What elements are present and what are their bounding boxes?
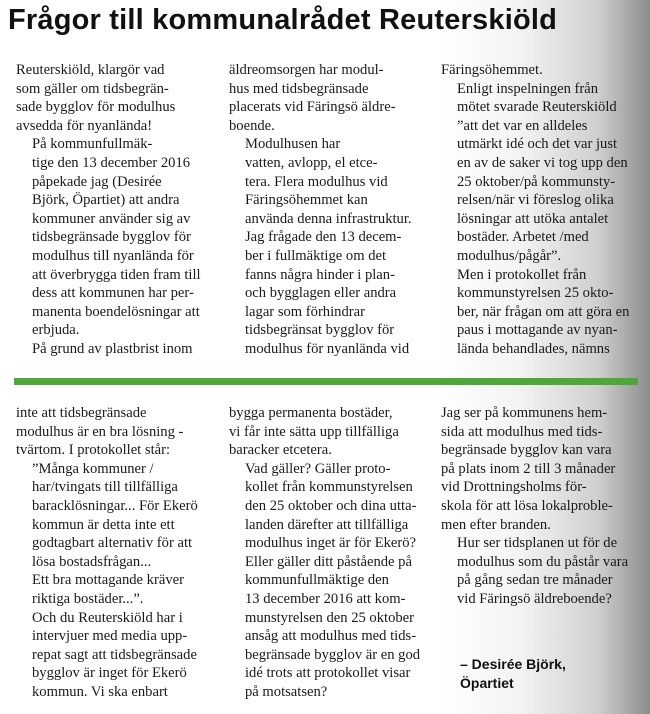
text-line: kollet från kommunstyrelsen [245, 479, 413, 496]
text-line: vid Färingsö äldreboende? [457, 590, 612, 607]
text-line: Ett bra mottagande kräver [32, 572, 184, 589]
text-line: tera. Flera modulhus vid [245, 173, 388, 190]
paragraph [16, 571, 216, 608]
column-3-bottom [441, 404, 641, 609]
text-line: hus med tidsbegränsade [229, 80, 369, 97]
text-line: men efter branden. [441, 516, 551, 533]
text-line: lända behandlades, nämns [457, 340, 610, 357]
text-line: tvärtom. I protokollet står: [16, 442, 171, 459]
text-line: den 25 oktober och dina utta- [245, 497, 417, 514]
text-line: bostäder. Arbetet /med [457, 229, 589, 246]
text-line: begränsade bygglov kan vara [441, 442, 612, 459]
text-line: placerats vid Färingsö äldre- [229, 99, 396, 116]
text-line: en av de saker vi tog upp den [457, 154, 628, 171]
text-line: Reuterskiöld, klargör vad [16, 62, 165, 78]
text-line: vatten, avlopp, el etce- [245, 154, 378, 171]
text-line: som gäller om tidsbegrän- [16, 80, 169, 97]
text-line: ansåg att modulhus med tids- [245, 628, 417, 645]
text-line: Modulhusen har [245, 136, 341, 153]
text-line: modulhus är en bra lösning - [16, 423, 184, 440]
text-line: Jag frågade den 13 decem- [245, 229, 402, 246]
text-line: har/tvingats till tillfälliga [32, 479, 178, 496]
text-line: påpekade jag (Desirée [32, 173, 162, 190]
signature-party: Öpartiet [460, 675, 514, 691]
text-line: på plats inom 2 till 3 månader [441, 460, 616, 477]
text-line: manenta boendelösningar att [32, 303, 200, 320]
text-line: På grund av plastbrist inom [32, 340, 193, 357]
paragraph [229, 61, 429, 135]
text-line: ”att det var en alldeles [457, 117, 588, 134]
paragraph [229, 404, 429, 460]
text-line: bygga permanenta bostäder, [229, 405, 393, 421]
text-line: Och du Reuterskiöld har i [32, 609, 183, 626]
text-line: Enligt inspelningen från [457, 80, 599, 97]
text-line: modulhus inget är för Ekerö? [245, 535, 417, 552]
text-line: intervjuer med media upp- [32, 628, 188, 645]
text-line: modulhus till nyanlända för [32, 247, 194, 264]
text-line: paus i mottagande av nyan- [457, 322, 618, 339]
text-line: dess att kommunen har per- [32, 285, 194, 302]
text-line: kommun är detta inte ett [32, 516, 175, 533]
text-line: bygglov är inget för Ekerö [32, 665, 187, 682]
text-line: äldreomsorgen har modul- [229, 62, 384, 78]
text-line: erbjuda. [32, 322, 80, 339]
text-line: tidsbegränsat bygglov för [245, 322, 395, 339]
text-line: riktiga bostäder...”. [32, 590, 144, 607]
text-line: Vad gäller? Gäller proto- [245, 460, 391, 477]
text-line: modulhus som du påstår vara [457, 553, 629, 570]
text-line: använda denna infrastruktur. [245, 210, 412, 227]
text-line: kommunfullmäktige den [245, 572, 389, 589]
text-line: ber, när frågan om att göra en [457, 303, 630, 320]
paragraph [16, 340, 216, 359]
text-line: lösa bostadsfrågan... [32, 553, 152, 570]
text-line: utmärkt idé och det var just [457, 136, 618, 153]
green-divider [14, 378, 638, 385]
paragraph [441, 80, 641, 266]
paragraph [16, 61, 216, 135]
paragraph [441, 534, 641, 608]
text-line: Björk, Öpartiet) att andra [32, 192, 180, 209]
text-line: mötet svarade Reuterskiöld [457, 99, 617, 116]
text-line: Men i protokollet från [457, 266, 587, 283]
text-line: modulhus för nyanlända vid [245, 340, 410, 357]
text-line: skola för att lösa lokalproble- [441, 497, 613, 514]
text-line: modulhus/pågår”. [457, 247, 562, 264]
paragraph [441, 404, 641, 534]
text-line: landen därefter att tillfälliga [245, 516, 409, 533]
text-line: vid Drottningsholms för- [441, 479, 587, 496]
text-line: lösningar att utöka antalet [457, 210, 609, 227]
paragraph [16, 135, 216, 340]
text-line: ”Många kommuner / [32, 460, 154, 477]
text-line: på motsatsen? [245, 683, 328, 700]
text-line: På kommunfullmäk- [32, 136, 153, 153]
text-line: idé trots att protokollet visar [245, 665, 411, 682]
text-line: på gång sedan tre månader [457, 572, 613, 589]
paragraph [16, 404, 216, 460]
text-line: tidsbegränsade bygglov för [32, 229, 191, 246]
paragraph [229, 460, 429, 702]
text-line: baracker etcetera. [229, 442, 332, 459]
text-line: kommuner använder sig av [32, 210, 191, 227]
text-line: 13 december 2016 att kom- [245, 590, 406, 607]
text-line: 25 oktober/på kommunsty- [457, 173, 616, 190]
text-line: kommun. Vi ska enbart [32, 683, 168, 700]
text-line: fanns några hinder i plan- [245, 266, 395, 283]
text-line: lagar som förhindrar [245, 303, 365, 320]
column-1-bottom [16, 404, 216, 702]
column-2-top [229, 61, 429, 359]
column-1-top [16, 61, 216, 359]
text-line: begränsade bygglov är en god [245, 646, 421, 663]
text-line: sida att modulhus med tids- [441, 423, 603, 440]
text-line: Hur ser tidsplanen ut för de [457, 535, 618, 552]
text-line: barack​lösningar... För Ekerö [32, 497, 198, 514]
text-line: kommunstyrelsen 25 okto- [457, 285, 614, 302]
text-line: godtagbart alternativ för att [32, 535, 193, 552]
paragraph [441, 266, 641, 359]
text-line: Färingsöhemmet. [441, 62, 543, 78]
text-line: Färingsöhemmet kan [245, 192, 368, 209]
text-line: inte att tidsbegränsade [16, 405, 147, 421]
text-line: relsen/när vi föreslog olika [457, 192, 614, 209]
text-line: boende. [229, 117, 275, 134]
text-line: sade bygglov för modulhus [16, 99, 176, 116]
text-line: repat sagt att tidsbegränsade [32, 646, 197, 663]
paragraph [229, 135, 429, 228]
paragraph [16, 460, 216, 572]
headline: Frågor till kommunalrådet Reuterskiöld [8, 4, 558, 36]
text-line: tige den 13 december 2016 [32, 154, 191, 171]
signature [460, 655, 566, 693]
text-line: vi får inte sätta upp tillfälliga [229, 423, 399, 440]
text-line: avsedda för nyanlända! [16, 117, 153, 134]
text-line: ber i fullmäktige om det [245, 247, 387, 264]
paragraph [441, 61, 641, 80]
text-line: Jag ser på kommunens hem- [441, 405, 608, 421]
text-line: att överbrygga tiden fram till [32, 266, 201, 283]
text-line: Eller gäller ditt påstående på [245, 553, 412, 570]
text-line: munstyrelsen den 25 oktober [245, 609, 415, 626]
text-line: och bygglagen eller andra [245, 285, 397, 302]
paragraph [16, 609, 216, 702]
column-2-bottom [229, 404, 429, 702]
column-3-top [441, 61, 641, 359]
signature-name: – Desirée Björk, [460, 656, 566, 672]
paragraph [229, 228, 429, 358]
